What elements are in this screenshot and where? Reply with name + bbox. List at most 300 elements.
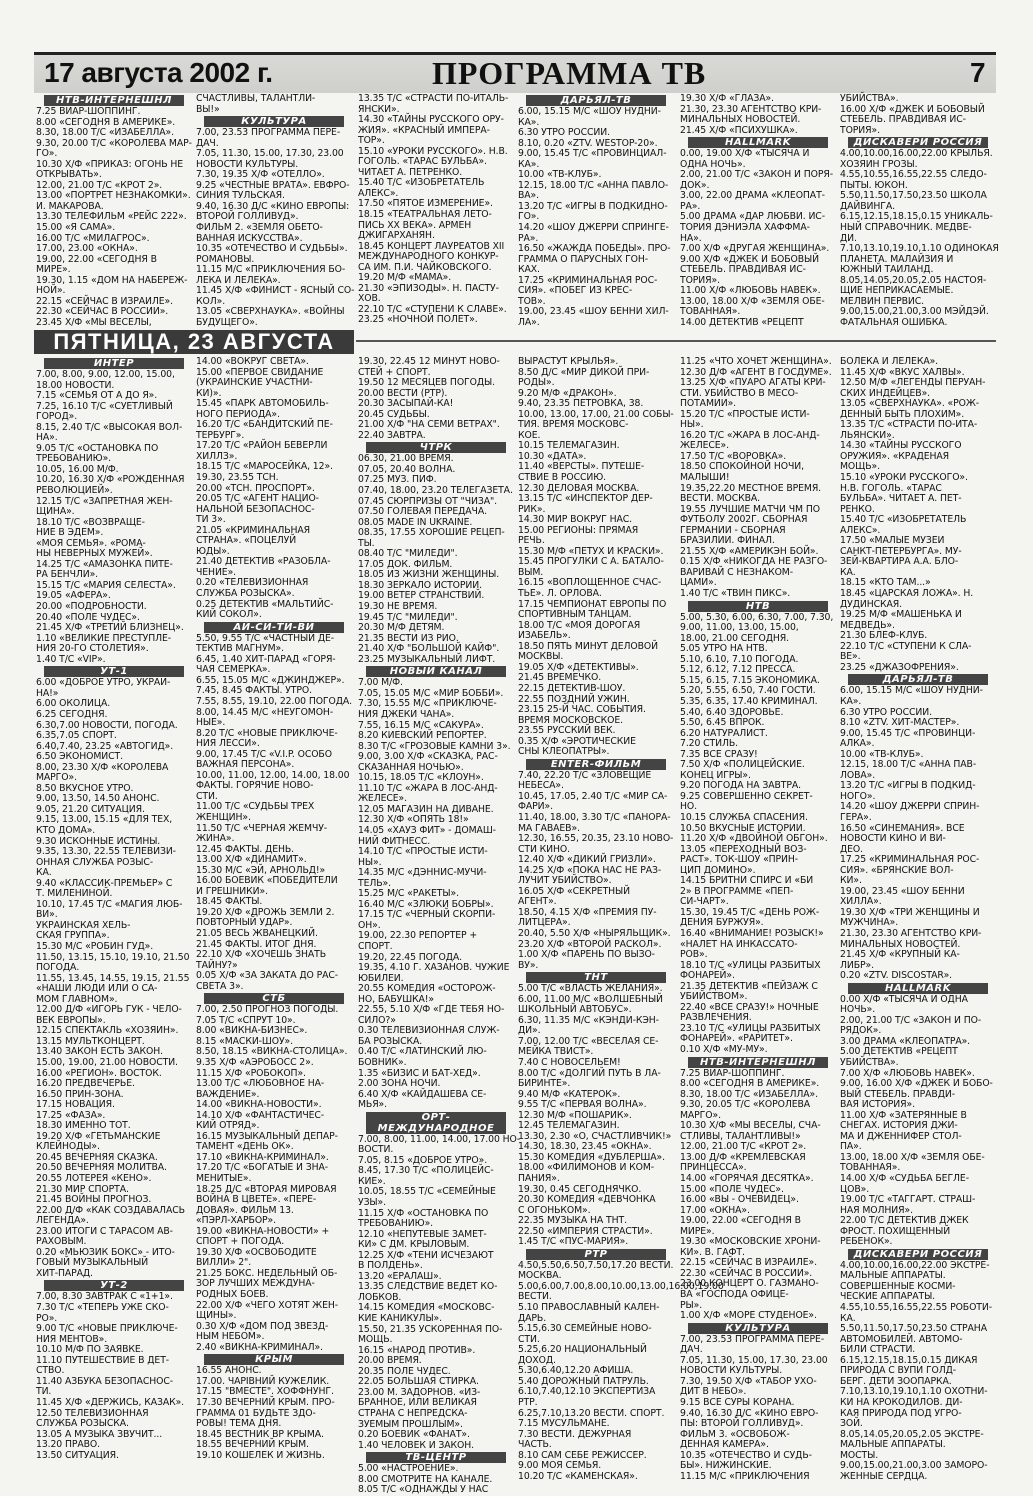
listing-line: 8.50 ВКУСНОЕ УТРО. (36, 782, 134, 794)
listing-line: МОСКВА. (518, 1270, 562, 1282)
listing-line: КА». (840, 695, 862, 707)
section-divider (356, 340, 996, 342)
listing-line: 14.30 «ТАЙНЫ РУССКОГО (840, 440, 962, 452)
listing-line: СА ИМ. П.И. ЧАЙКОВСКОГО. (358, 261, 492, 273)
listing-line: САНКТ-ПЕТЕРБУРГА». МУ- (840, 545, 962, 557)
listing-line: 13.25 Х/Ф «ПУАРО АГАТЫ КРИ- (680, 377, 826, 389)
listing-line: ГОРОД». (36, 411, 78, 423)
listing-line: 16.15 «ВОПЛОЩЕННОЕ СЧАС- (518, 577, 662, 589)
listing-line: ОДНА НОЧЬ». (680, 158, 746, 170)
listing-line: ЛУЧИТ УБИЙСТВО». (518, 875, 612, 887)
channel-heading: УТ-1 (44, 666, 184, 677)
listing-line: 8.30 Т/С «ГРОЗОВЫЕ КАМНИ 3». (358, 740, 511, 752)
listing-line: 20.35 ПОЛЕ ЧУДЕС. (358, 1365, 451, 1377)
listing-line: 5.12, 6.12, 7.12 ПРЕССА. (680, 664, 796, 676)
listing-line: ЮДЫ». (196, 545, 230, 557)
listing-line: 19.30 Х/Ф «ГЛАЗА». (680, 93, 774, 104)
listing-line: 2.00 ЗОНА НОЧИ. (358, 1078, 441, 1090)
listing-line: 5.10 ПРАВОСЛАВНЫЙ КАЛЕН- (518, 1302, 660, 1314)
listing-line: 21.05 «КРИМИНАЛЬНАЯ (196, 524, 311, 536)
listing-line: 10.45, 17.05, 2.40 Т/С «МИР СА- (518, 790, 668, 802)
listing-line: НИЙ ФИТНЕСС. (358, 835, 431, 847)
listing-line: ПРИНЦЕССА». (680, 1162, 747, 1174)
listing-line: ДИ. (840, 232, 857, 244)
listing-line: 21.30 БЛЕФ-КЛУБ. (840, 630, 928, 642)
listing-line: 22.35 МУЗЫКА НА ТНТ. (518, 1215, 627, 1227)
listing-line: 7.20 СТИЛЬ. (680, 738, 739, 750)
listing-line: 10.05, 18.55 Т/С «СЕМЕЙНЫЕ (358, 1186, 496, 1198)
listing-line: УБИЙСТВА». (840, 1057, 899, 1068)
listing-line: 15.00 «ПОЛЕ ЧУДЕС». (680, 1183, 784, 1195)
listing-line: 18.05 ИЗ ЖИЗНИ ЖЕНЩИНЫ. (358, 569, 500, 581)
listing-line: 11.50, 13.15, 15.10, 19.10, 21.50 (36, 951, 190, 963)
listing-line: 9.00, 16.00 Х/Ф «ДЖЕК И БОБО- (840, 1078, 993, 1090)
listing-line: СЛУЖБА РОЗЫСКА. (36, 1418, 129, 1430)
listing-line: 22.05 БОЛЬШАЯ СТИРКА. (358, 1376, 479, 1388)
listing-line: ВАЯ ИСТОРИЯ». (840, 1099, 915, 1111)
listing-line: ОРУЖИЯ». «КРАДЕНАЯ (840, 450, 950, 462)
listing-line: 19.05 Х/Ф «ДЕТЕКТИВЫ». (518, 661, 639, 673)
listing-line: ЛА». (518, 316, 540, 328)
listing-line: МУЖЧИНА». (840, 917, 899, 929)
top-column-2 (196, 93, 355, 328)
listing-line: ЦИП ДОМИНО». (680, 864, 756, 876)
listing-line: ТОРИЯ». (840, 124, 880, 136)
channel-heading: ИНТЕР (44, 358, 184, 369)
channel-heading: ТНТ (526, 972, 666, 983)
listing-line: 7.00, 8.30 ЗАВТРАК С «1+1». (36, 1291, 173, 1303)
listing-line: РАХОВЫМ. (36, 1236, 87, 1248)
listing-line: 12.00, 21.00 Т/С «КРОТ 2». (680, 1141, 807, 1153)
listing-line: 21.30, 23.30 АГЕНТСТВО КРИ- (840, 927, 982, 939)
listing-line: ЧАСТЬ. (518, 1439, 552, 1451)
listing-line: 16.15 «НАРОД ПРОТИВ». (358, 1344, 476, 1356)
listing-line: ПАНИЯ». (518, 1173, 560, 1185)
listing-line: ПА». (840, 1141, 862, 1153)
listing-line: ТИ 3». (196, 514, 226, 526)
listing-line: 14.20 «ШОУ ДЖЕРРИ СПРИНГЕ- (518, 222, 669, 234)
listing-line: ДАЧ. (196, 137, 219, 149)
listing-line: НА!» (36, 687, 59, 699)
listing-line: 15.45 ПРОГУЛКИ С А. БАТАЛО- (518, 556, 664, 568)
listing-line: 6.45, 1.40 ХИТ-ПАРАД «ГОРЯ- (196, 653, 336, 665)
listing-line: БИЛИ СТРАСТИ. (840, 1344, 916, 1356)
listing-line: 6.15,12.15,18.15,0.15 УНИКАЛЬ- (840, 211, 993, 223)
listing-line: «ПЭРЛ-ХАРБОР». (196, 1215, 277, 1227)
listing-line: ТЫ. (358, 537, 375, 549)
listing-line: КИ)». (196, 387, 222, 399)
listing-line: 7.00, 23.53 ПРОГРАММА ПЕРЕ- (680, 1333, 825, 1345)
listing-line: 07.50 ГОЛЕВАЯ ПЕРЕДАЧА. (358, 506, 487, 518)
listing-line: «МОЯ СЕМЬЯ». «РОМА- (36, 537, 146, 549)
listing-line: 0.10 Х/Ф «МУ-МУ». (680, 1044, 768, 1055)
listing-line: 15.40 Т/С «ИЗОБРЕТАТЕЛЬ (358, 177, 485, 189)
listing-line: КЛЕЙНОДЫ». (36, 1141, 100, 1153)
channel-heading: УТ-2 (44, 1280, 184, 1291)
listing-line: МИНАЛЬНЫХ НОВОСТЕЙ. (840, 938, 961, 950)
listing-line: ФРОСТ. ПОХИЩЕННЫЙ (840, 1225, 951, 1237)
listing-line: 8.30, 18.00 Т/С «ИЗАБЕЛЛА». (680, 1088, 818, 1100)
channel-heading: ENTER-ФИЛЬМ (526, 759, 666, 770)
listing-line: УБИЙСТВА». (840, 93, 899, 104)
listing-line: ЛЬЯНСКИ». (840, 429, 895, 441)
listing-line: 9.30 ИСКОННЫЕ ИСТИНЫ. (36, 835, 161, 847)
listing-line: 20.00 ВЕСТИ (РТР). (358, 387, 448, 399)
listing-line: НИЯ 20-ГО СТОЛЕТИЯ». (36, 643, 149, 655)
listing-line: 9.20 ПОГОДА НА ЗАВТРА. (680, 780, 801, 792)
listing-line: 17.50 «ПЯТОЕ ИЗМЕРЕНИЕ». (358, 198, 493, 210)
listing-line: 15.20 Т/С «ПРОСТЫЕ ИСТИ- (680, 408, 810, 420)
listing-line: ХИЛЛЗ». (196, 450, 238, 462)
listing-line: 11.25 «ЧТО ХОЧЕТ ЖЕНЩИНА». (680, 356, 832, 367)
listing-line: 11.10 ПУТЕШЕСТВИЕ В ДЕТ- (36, 1354, 170, 1366)
listing-line: 20.05 Т/С «АГЕНТ НАЦИО- (196, 493, 319, 505)
listing-line: 9.05 Т/С «ОСТАНОВКА ПО (36, 442, 159, 454)
listing-line: 8.00 Т/С «ДОЛГИЙ ПУТЬ В ЛА- (518, 1067, 661, 1079)
listing-line: ГЕРМАНИИ - СБОРНАЯ (680, 524, 786, 536)
listing-line: 6.30 УТРО РОССИИ. (840, 706, 932, 718)
listing-line: ПЛАНЕТА. МАЛАЙЗИЯ И (840, 253, 954, 265)
listing-line: 0.20 «ZTV. DISCOSTAR». (840, 970, 953, 982)
listing-line: 10.20, 16.30 Х/Ф «РОЖДЕННАЯ (36, 474, 185, 486)
listing-line: 9.00 Т/С «НОВЫЕ ПРИКЛЮЧЕ- (36, 1323, 178, 1335)
listing-line: 7.10,13.10,19.10,1.10 ОДИНОКАЯ (840, 243, 999, 255)
listing-line: 21.45 ВРЕМЕЧКО. (518, 672, 602, 684)
listing-line: 20.40, 5.50 Х/Ф «НЫРЯЛЬЩИК». (518, 927, 671, 939)
listing-line: 16.00 «ВЫ - ОЧЕВИДЕЦ». (680, 1194, 799, 1206)
listing-line: РОВ». (680, 949, 708, 961)
listing-line: 0.20 «ТЕЛЕВИЗИОННАЯ (196, 577, 309, 589)
listing-line: 11.15 Х/Ф «РОБОКОП». (196, 1067, 306, 1079)
listing-line: СТРАНА С НЕПРЕДСКА- (358, 1407, 468, 1419)
listing-line: 17.25 «ФАЗА». (36, 1109, 106, 1121)
channel-heading: HALLMARK (848, 983, 988, 994)
listing-line: 13.30 ТЕЛЕФИЛЬМ «РЕЙС 222». (36, 211, 187, 223)
listing-line: ВИ». (36, 909, 58, 921)
listing-line: Т. МИЛЕНИНОЙ. (36, 888, 113, 900)
listing-line: КИ НА КРОКОДИЛОВ. ДИ- (840, 1396, 963, 1408)
friday-column-1 (36, 357, 192, 1477)
listing-line: 18.15 «ТЕАТРАЛЬНАЯ ЛЕТО- (358, 209, 492, 221)
listing-line: СТВИЕ В РОССИЮ. (518, 472, 607, 484)
listing-line: 8.30, 18.00 Т/С «ИЗАБЕЛЛА». (36, 127, 174, 139)
listing-line: 4.50,5.50,6.50,7.50,17.20 ВЕСТИ. (518, 1259, 674, 1271)
listing-line: ВИЛЛИ» 2". (196, 1257, 252, 1269)
listing-line: 12.50 ТЕЛЕВИЗИОННАЯ (36, 1407, 149, 1419)
listing-line: 17.50 «МАЛЫЕ МУЗЕИ (840, 535, 945, 547)
listing-line: СТЕБЕЛЬ. ПРАВДИВАЯ ИС- (680, 264, 806, 276)
listing-line: ТОВАННАЯ». (840, 1162, 901, 1174)
listing-line: 22.15 ДЕТЕКТИВ-ШОУ. (518, 682, 626, 694)
listing-line: 15.00 «ПЕРВОЕ СВИДАНИЕ (196, 366, 324, 378)
listing-line: 3.00, 22.00 ДРАМА «КЛЕОПАТ- (680, 190, 825, 202)
listing-line: УБИЙСТВОМ». (680, 991, 748, 1003)
listing-line: 2.00, 21.00 Т/С «ЗАКОН И ПОРЯ- (680, 169, 833, 181)
listing-line: ПИСЬ ХХ ВЕКА». АРМЕН (358, 219, 472, 231)
listing-line: 6.20 НАТУРАЛИСТ. (680, 727, 768, 739)
listing-line: БЕРГ. ДЕТИ ЗООПАРКА. (840, 1375, 952, 1387)
listing-line: 22.00 Д/Ф «КАК СОЗДАВАЛАСЬ (36, 1204, 185, 1216)
channel-heading: ДИСКАВЕРИ РОССИЯ (848, 1249, 988, 1260)
listing-line: 14.00 «ВОКРУГ СВЕТА». (196, 356, 309, 367)
listing-line: 9.00, 17.45 Т/С «V.I.P. ОСОБО (196, 748, 332, 760)
listing-line: 7.15 МУСУЛЬМАНЕ. (518, 1418, 610, 1430)
listing-line: ТЕРБУРГ». (196, 429, 245, 441)
listing-line: МЕЙКА ТВИСТ». (518, 1046, 594, 1058)
listing-line: 14.15 БРИТНИ СПИРС И «БИ (680, 875, 814, 887)
listing-line: 16.20 Т/С «ЖАРА В ЛОС-АНД- (680, 429, 820, 441)
listing-line: 22.10 Х/Ф «ХОЧЕШЬ ЗНАТЬ (196, 949, 326, 961)
listing-line: МОСКВЫ. (518, 651, 564, 663)
listing-line: 21.45 ВОЙНЫ ПРОГНОЗ. (36, 1194, 152, 1206)
listing-line: 12.15 Т/С «ЗАПРЕТНАЯ ЖЕН- (36, 495, 173, 507)
listing-line: 23.20 Х/Ф «ВТОРОЙ РАСКОЛ». (518, 938, 662, 950)
listing-line: 16.20 ПРЕДВЕЧЕРЬЕ. (36, 1078, 135, 1090)
listing-line: 10.00, 11.00, 12.00, 14.00, 18.00 (196, 769, 350, 781)
listing-line: ПЫТЫ. ЮКОН. (840, 179, 908, 191)
listing-line: 22.55, 5.10 Х/Ф «ГДЕ ТЕБЯ НО- (358, 1004, 505, 1016)
listing-line: ЖЕЛЕСЕ». (680, 440, 729, 452)
listing-line: НОВОСТИ КУЛЬТУРЫ. (196, 158, 299, 170)
listing-line: 14.00 «ГОРЯЧАЯ ДЕСЯТКА». (680, 1173, 814, 1185)
listing-line: ВА». (518, 190, 539, 202)
listing-line: ОТКРЫВАТЬ». (36, 169, 102, 181)
listing-line: 11.40, 18.00, 3.30 Т/С «ПАНОРА- (518, 811, 671, 823)
channel-heading: КУЛЬТУРА (688, 1323, 828, 1334)
listing-line: 5.35, 6.35, 17.40 КРИМИНАЛ. (680, 695, 818, 707)
listing-line: 22.00 Х/Ф «ЧЕГО ХОТЯТ ЖЕН- (196, 1299, 339, 1311)
listing-line: КА. (840, 1312, 856, 1324)
listing-line: ЗУЕМЫМ ПРОШЛЫМ». (358, 1418, 463, 1430)
listing-line: 14.00 Х/Ф «СУДЬБА БЕГЛЕ- (840, 1173, 969, 1185)
listing-line: 10.35 «ОТЕЧЕСТВО И СУДЬБЫ». (196, 243, 348, 255)
listing-line: 12.00, 21.00 Т/С «КРОТ 2». (36, 179, 163, 191)
listing-line: 14.00 «ВИКНА-НОВОСТИ». (196, 1099, 322, 1111)
listing-line: 1.40 Т/С «ТВИН ПИКС». (680, 588, 791, 600)
listing-line: 13.05 «ПЕРЕХОДНЫЙ ВОЗ- (680, 843, 807, 855)
listing-line: 14.15 КОМЕДИЯ «МОСКОВС- (358, 1302, 495, 1314)
listing-line: 21.35 ДЕТЕКТИВ «ПЕЙЗАЖ С (680, 980, 818, 992)
channel-heading: СТБ (204, 993, 344, 1004)
listing-line: 15.45 «ПАРК АВТОМОБИЛЬ- (196, 398, 329, 410)
listing-line: 7.00, 2.50 ПРОГНОЗ ПОГОДЫ. (196, 1004, 339, 1016)
friday-column-2 (196, 357, 352, 1477)
listing-line: НИЯ ДЖЕКИ ЧАНА». (358, 708, 455, 720)
listing-line: ЧЕСКИЕ АППАРАТЫ. (840, 1291, 936, 1303)
listing-line: ТЬЕ». Л. ОРЛОВА. (518, 588, 602, 600)
listing-line: 6.00, 15.15 М/С «ШОУ НУДНИ- (518, 106, 661, 117)
listing-line: 9.25 «ЧЕСТНЫЕ ВРАТА». ЕВФРО- (196, 179, 350, 191)
listing-line: В ПОЛДЕНЬ». (358, 1260, 423, 1272)
listing-line: НЫМ НЕБОМ». (196, 1331, 265, 1343)
listing-line: ОН». (358, 919, 381, 931)
listing-line: 10.10, 17.45 Т/С «МАГИЯ ЛЮБ- (36, 898, 183, 910)
listing-line: АВТОМОБИЛЕЙ. АВТОМО- (840, 1333, 963, 1345)
listing-line: 21.55 Х/Ф «АМЕРИКЭН БОЙ». (680, 545, 819, 557)
listing-line: ДЕО. (840, 843, 864, 855)
channel-heading: ТВ-ЦЕНТР (366, 1452, 506, 1463)
listing-line: 11.50 Т/С «ЧЕРНАЯ ЖЕМЧУ- (196, 822, 328, 834)
listing-line: СТВО. (36, 1365, 65, 1377)
listing-line: 1.00 Х/Ф «МОРЕ СТУДЕНОЕ». (680, 1310, 817, 1322)
listing-line: 0.30 Х/Ф «ДОМ ПОД ЗВЕЗД- (196, 1320, 329, 1332)
listing-line: ЩИНЫ». (196, 1310, 237, 1322)
listing-line: 9.25 СОВЕРШЕННО СЕКРЕТ- (680, 790, 813, 802)
listing-line: ДОХОД. (518, 1354, 556, 1366)
listing-line: 5.20, 5.55, 6.50, 7.40 ГОСТИ. (680, 685, 816, 697)
listing-line: 4.55,10.55,16.55,22.55 РОБОТИ- (840, 1302, 992, 1314)
listing-line: 9.35 Х/Ф «АЭРОБОСС 2». (196, 1057, 314, 1068)
listing-line: 23.25 МУЗЫКАЛЬНЫЙ ЛИФТ. (358, 653, 496, 665)
listing-line: ГОВЫЙ МУЗЫКАЛЬНЫЙ (36, 1257, 149, 1269)
listing-line: 5.10, 6.10, 7.10 ПОГОДА. (680, 653, 799, 665)
listing-line: 20.30 М/Ф ДЕТЯМ. (358, 622, 445, 634)
listing-line: 6.35,7.05 СПОРТ. (36, 730, 117, 742)
listing-line: ФАРИ». (518, 801, 553, 813)
channel-heading: ДАРЬЯЛ-ТВ (526, 95, 666, 106)
listing-line: 12.45 ТЕЛЕМАГАЗИН. (518, 1120, 620, 1132)
page-header (34, 52, 996, 93)
listing-line: 22.00 Т/С ДЕТЕКТИВ ДЖЕК (840, 1215, 969, 1227)
listing-line: 17.00. ЧАРІВНИЙ КУЖЕЛИК. (196, 1375, 330, 1387)
listing-line: 9.00, 3.00 Х/Ф «СКАЗКА, РАС- (358, 751, 498, 763)
listing-line: 17.20 Т/С «РАЙОН БЕВЕРЛИ (196, 440, 328, 452)
listing-line: 6.30,7.00 НОВОСТИ, ПОГОДА. (36, 719, 178, 731)
listing-line: 13.05 «СВЕРХНАУКА». «РОЖ- (840, 398, 980, 410)
listing-line: 7.10,13.10,19.10,1.10 ОХОТНИ- (840, 1386, 988, 1398)
listing-line: 6.55, 15.05 М/С «ДЖИНДЖЕР». (196, 674, 345, 686)
listing-line: 9.55 Т/С «ПЕРВАЯ ВОЛНА». (518, 1099, 647, 1111)
listing-line: 13.00, 18.00 Х/Ф «ЗЕМЛЯ ОБЕ- (840, 1151, 985, 1163)
listing-line: 17.50 Т/С «ВОРОВКА». (680, 450, 787, 462)
listing-line: «НАЛЕТ НА ИНКАССАТО- (680, 938, 798, 950)
listing-line: ОННАЯ СЛУЖБА РОЗЫС- (36, 856, 153, 868)
listing-line: 13.35 Т/С «СТРАСТИ ПО-ИТАЛЬ- (358, 93, 509, 104)
listing-line: 8.10 САМ СЕБЕ РЕЖИССЕР. (518, 1449, 647, 1461)
listing-line: 5.00 Т/С «ВЛАСТЬ ЖЕЛАНИЯ». (518, 983, 663, 995)
listing-line: 14.10 Т/С «ПРОСТЫЕ ИСТИ- (358, 846, 488, 858)
listing-line: СЧАСТЛИВЫ, ТАЛАНТЛИ- (196, 93, 316, 104)
listing-line: 12.25 Х/Ф «ТЕНИ ИСЧЕЗАЮТ (358, 1249, 494, 1261)
listing-line: АЛКА». (840, 738, 875, 750)
listing-line: ХОЗЯИН ГРОЗЫ. (840, 158, 918, 170)
listing-line: 19.00, 22.00 «СЕГОДНЯ В (680, 1215, 801, 1227)
listing-line: 9.00, 15.45 Т/С «ПРОВИНЦИАЛ- (518, 148, 667, 160)
listing-line: 07.40, 18.00, 23.20 ТЕЛЕГАЗЕТА. (358, 485, 513, 497)
listing-line: 21.05 ВЕСЬ ЖВАНЕЦКИЙ. (196, 927, 318, 939)
listing-line: ДЖИГАРХАНЯН. (358, 230, 435, 242)
listing-line: СТИ. УБИЙСТВО В МЕСО- (680, 387, 799, 399)
listing-line: 9.00, 11.00, 13.00, 15.00, (680, 622, 799, 634)
listing-line: 16.15 МУЗЫКАЛЬНЫЙ ДЕПАР- (196, 1130, 338, 1142)
listing-line: 10.10 М/Ф ПО ЗАЯВКЕ. (36, 1344, 144, 1356)
listing-line: 7.05, 8.15 «ДОБРОЕ УТРО». (358, 1154, 488, 1166)
listing-line: ДИТ В НЕБО». (680, 1386, 747, 1398)
listing-line: 16.50 ПРИН-ЗОНА. (36, 1088, 124, 1100)
listing-line: 18.00 НОВОСТИ. (36, 379, 115, 391)
listing-line: ВТОРОЙ ГОЛЛИВУД». (196, 211, 299, 223)
listing-line: И ГРЕШНИКИ». (196, 885, 268, 897)
listing-line: 8.05,14.05,20.05,2.05 НАСТОЯ- (840, 274, 987, 286)
listing-line: БОЛЕКА И ЛЕЛЕКА». (840, 356, 939, 367)
listing-line: 14.30 «ТАЙНЫ РУССКОГО ОРУ- (358, 114, 504, 126)
listing-line: 14.20 «ШОУ ДЖЕРРИ СПРИН- (840, 801, 980, 813)
listing-line: 10.15 СЛУЖБА СПАСЕНИЯ. (680, 811, 808, 823)
listing-line: ВУ». (518, 959, 539, 971)
listing-line: 13.30, 2.30 «О, СЧАСТЛИВЧИК!» (518, 1130, 672, 1142)
listing-line: ДЕННАЯ КАМЕРА». (680, 1439, 769, 1451)
listing-line: ФОНАРЕЙ». «РАРИТЕТ». (680, 1033, 793, 1045)
listing-line: 12.30 Д/Ф «АГЕНТ В ГОСДУМЕ». (680, 366, 832, 378)
listing-line: 5.40, 6.40 ЗДОРОВЬЕ. (680, 706, 784, 718)
listing-line: 18.30 ЗЕРКАЛО ИСТОРИИ. (358, 579, 482, 591)
listing-line: 0.00, 19.00 Х/Ф «ТЫСЯЧА И (680, 148, 810, 160)
listing-line: ЛИБР». (840, 959, 874, 971)
listing-line: ЗОЙ. (840, 1418, 863, 1430)
listing-line: РА». (680, 200, 701, 212)
listing-line: 7.15 «СЕМЬЯ ОТ А ДО Я». (36, 390, 158, 402)
listing-line: 16.00 «РЕГИОН». ВОСТОК. (36, 1067, 162, 1079)
listing-line: ПОГОДА. (36, 962, 80, 974)
listing-line: ГО». (518, 211, 540, 223)
listing-line: 8.00, 23.30 Х/Ф «КОРОЛЕВА (36, 761, 169, 773)
listing-line: 11.45 Х/Ф «ВКУС ХАЛВЫ». (840, 366, 965, 378)
listing-line: 23.15 25-Й ЧАС. СОБЫТИЯ. (518, 704, 646, 716)
listing-line: СИЯ». «БРЯНСКИЕ ВОЛ- (840, 864, 954, 876)
listing-line: РЕЧЬ. (518, 535, 545, 547)
listing-line: СИНИЯ ТУЛЬСКАЯ. (196, 190, 285, 202)
listing-line: МАРГО». (680, 1109, 721, 1121)
listing-line: НЫ». (680, 419, 704, 431)
listing-line: 22.40 «ВСЕ СРАЗУ!» НОЧНЫЕ (680, 1001, 819, 1013)
listing-line: 16.00 Х/Ф «ДЖЕК И БОБОВЫЙ (840, 103, 985, 115)
listing-line: 9.40, 23.35 ПЕТРОВКА, 38. (518, 398, 644, 410)
listing-line: СКАЯ ГРУППА». (36, 930, 110, 942)
listing-line: СИЛО?» (358, 1014, 396, 1026)
listing-line: ТИ. (36, 1386, 52, 1398)
listing-line: СПОРТИВНЫМ ТАНЦАМ. (518, 609, 632, 621)
listing-line: «НАШИ ЛЮДИ ИЛИ О СА- (36, 983, 158, 995)
listing-line: ПЫ: ВТОРОЙ ГОЛЛИВУД». (680, 1418, 804, 1430)
listing-line: КИЙ ОТРЯД». (196, 1120, 260, 1132)
listing-line: 15.40 Т/С «ИЗОБРЕТАТЕЛЬ (840, 514, 967, 526)
listing-line: 6.00 ОКОЛИЦА. (36, 698, 111, 710)
listing-line: ФУТБОЛУ 2002Г. СБОРНАЯ (680, 514, 808, 526)
listing-line: 9.40 М/Ф «КАТЕРОК». (518, 1088, 621, 1100)
listing-line: ДЕНИЯ БУРЖУЯ». (680, 917, 764, 929)
listing-line: 13.15 МУЛЬТКОНЦЕРТ. (36, 1035, 145, 1047)
listing-line: 15.00 «Я САМА». (36, 222, 116, 234)
listing-line: 7.40 С НОВОСЕЛЬЕМ! (518, 1057, 621, 1068)
listing-line: ЖЕННЫЕ СЕРДЦА. (840, 1470, 928, 1482)
listing-line: 7.30, 19.50 Х/Ф «ТАБОР УХО- (680, 1375, 817, 1387)
listing-line: 23.55 РУССКИЙ ВЕК. (518, 725, 616, 737)
listing-line: 21.00 Х/Ф "НА СЕМИ ВЕТРАХ". (358, 419, 500, 431)
listing-line: 22.15 «СЕЙЧАС В ИЗРАИЛЕ». (680, 1257, 817, 1269)
channel-heading: НТВ-ИНТЕРНЕШНЛ (688, 1057, 828, 1068)
listing-line: 13.20 Т/С «ИГРЫ В ПОДКИД- (840, 780, 976, 792)
listing-line: 12.10 «НЕПУТЕВЫЕ ЗАМЕТ- (358, 1228, 487, 1240)
listing-line: 8.05 Т/С «ОДНАЖДЫ У НАС (358, 1484, 489, 1496)
listing-line: 12.50 М/Ф «ЛЕГЕНДЫ ПЕРУАН- (840, 377, 986, 389)
top-column-1 (36, 94, 192, 326)
listing-line: МОЩЬ». (840, 461, 880, 473)
listing-line: 13.00, 18.00 Х/Ф «ЗЕМЛЯ ОБЕ- (680, 295, 825, 307)
listing-line: ТРЕБОВАНИЮ». (358, 1218, 434, 1230)
listing-line: КИ» С ДМ. КРЫЛОВЫМ. (358, 1239, 470, 1251)
listing-line: СТИ. (196, 790, 218, 802)
listing-line: 18.30 ИМЕННО ТОТ. (36, 1120, 131, 1132)
